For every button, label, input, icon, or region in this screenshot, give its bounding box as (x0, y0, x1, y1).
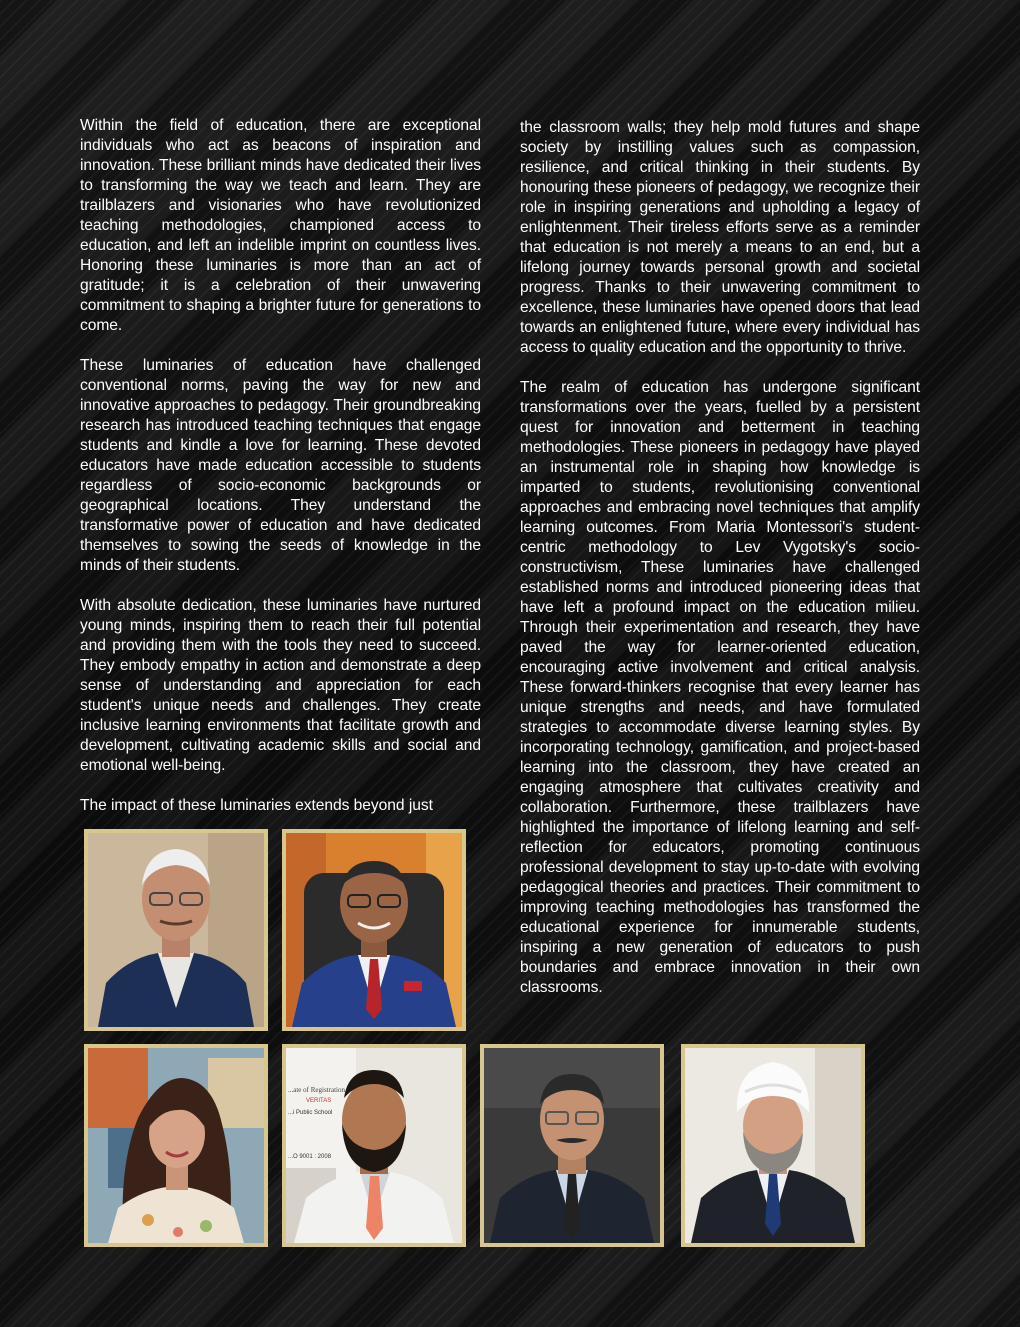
portrait-photo-2 (282, 829, 466, 1031)
portrait-photo-5 (480, 1044, 664, 1247)
left-text-column (80, 116, 481, 836)
sign-text: VERITAS (306, 1098, 332, 1104)
portrait-photo-4 (282, 1044, 466, 1247)
portrait-photo-3 (84, 1044, 268, 1247)
right-text-column (520, 118, 920, 1018)
sign-text: ...O 9001 : 2008 (288, 1154, 332, 1160)
sign-text: ...ate of Registration (288, 1086, 345, 1094)
paragraph: the classroom walls; they help mold futures and shape society by instilling values such as compassion, resilience, and critical thinking in their students. By honouring these pioneers of pedagogy, we recognize their role in inspiring generations and upholding a legacy of enlightenment. Their tireless efforts serve as a reminder that education is not merely a means to an end, but a lifelong journey towards personal growth and societal progress. Thanks to their unwavering commitment to excellence, these luminaries have opened doors that lead towards an enlightened future, where every individual has access to quality education and the opportunity to thrive. (520, 119, 920, 356)
paragraph: With absolute dedication, these luminaries have nurtured young minds, inspiring them to reach their full potential and providing them with the tools they need to succeed. They embody empathy in action and demonstrate a deep sense of understanding and appreciation for each student's unique needs and challenges. They create inclusive learning environments that facilitate growth and development, cultivating academic skills and social and emotional well-being. (80, 597, 481, 774)
portrait-photo-6 (681, 1044, 865, 1247)
paragraph: The realm of education has undergone significant transformations over the years, fuelled by a persistent quest for innovation and betterment in teaching methodologies. These pioneers in pedagogy have played an instrumental role in shaping how knowledge is imparted to students, revolutionising conventional approaches and embracing novel techniques that amplify learning outcomes. From Maria Montessori's student-centric methodology to Lev Vygotsky's socio-constructivism, These luminaries have challenged established norms and introduced pioneering ideas that have left a profound impact on the education milieu. Through their experimentation and research, they have paved the way for learner-oriented education, encouraging active involvement and critical analysis. These forward-thinkers recognise that every learner has unique strengths and needs, and have formulated strategies to accommodate diverse learning styles. By incorporating technology, gamification, and project-based learning into the classroom, they have created an engaging atmosphere that cultivates creativity and collaboration. Furthermore, these trailblazers have highlighted the importance of lifelong learning and self-reflection for educators, promoting continuous professional development to stay up-to-date with evolving pedagogical theories and practices. Their commitment to improving teaching methodologies has transformed the educational experience for innumerable students, inspiring a new generation of educators to push boundaries and embrace innovation in their own classrooms. (520, 379, 920, 996)
paragraph: These luminaries of education have challenged conventional norms, paving the way for new and innovative approaches to pedagogy. Their groundbreaking research has introduced teaching techniques that engage students and kindle a love for learning. These devoted educators have made education accessible to students regardless of socio-economic backgrounds or geographical locations. They understand the transformative power of education and have dedicated themselves to sowing the seeds of knowledge in the minds of their students. (80, 357, 481, 574)
paragraph: Within the field of education, there are exceptional individuals who act as beacons of inspiration and innovation. These brilliant minds have dedicated their lives to transforming the way we teach and learn. They are trailblazers and visionaries who have revolutionized teaching methodologies, championed access to education, and left an indelible imprint on countless lives. Honoring these luminaries is more than an act of gratitude; it is a celebration of their unwavering commitment to shaping a brighter future for generations to come. (80, 117, 481, 334)
paragraph: The impact of these luminaries extends beyond just (80, 797, 433, 814)
sign-text: ...i Public School (288, 1110, 333, 1116)
portrait-photo-1 (84, 829, 268, 1031)
